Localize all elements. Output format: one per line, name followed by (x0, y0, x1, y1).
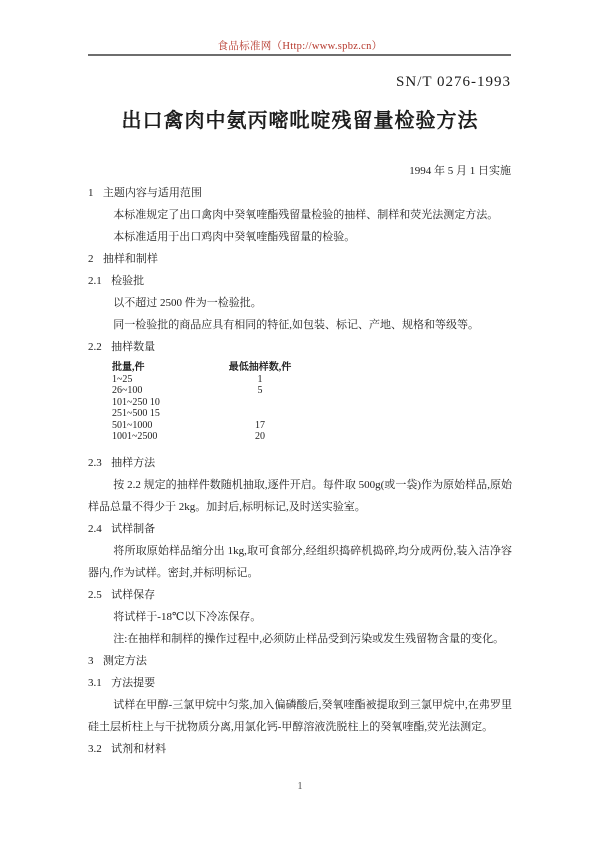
cell-sample-count: 1 (257, 373, 263, 385)
paragraph-scope-2: 本标准适用于出口鸡肉中癸氧喹酯残留量的检验。 (113, 231, 356, 243)
section-title: 抽样数量 (111, 341, 156, 353)
table-row (112, 374, 512, 386)
paragraph-sample-preparation: 将所取原始样品缩分出 1kg,取可食部分,经组织捣碎机捣碎,均分成两份,装入洁净容器内,作为试样。密封,并标明标记。 (88, 544, 512, 579)
paragraph-sampling-method: 按 2.2 规定的抽样件数随机抽取,逐件开启。每件取 500g(或一袋)作为原始样品,原始样品总量不得少于 2kg。加封后,标明标记,及时送实验室。 (88, 478, 512, 513)
cell-sample-count (228, 397, 292, 409)
page-header (0, 36, 600, 54)
standard-number: SN/T 0276-1993 (396, 74, 511, 90)
section-title: 抽样和制样 (102, 253, 158, 265)
section-number: 2.4 (88, 522, 102, 535)
watermark-link[interactable]: 食品标准网（Http://www.spbz.cn） (217, 41, 383, 52)
column-header-batch-size: 批量,件 (112, 362, 145, 373)
page-number: 1 (297, 781, 303, 792)
cell-batch-range: 101~250 10 (112, 396, 160, 408)
section-heading-2-2 (88, 336, 512, 358)
cell-batch-range: 1001~2500 (112, 431, 158, 442)
table-row (112, 385, 512, 397)
section-number: 3.1 (88, 676, 102, 689)
cell-sample-count: 20 (255, 431, 265, 442)
paragraph-storage-note: 注:在抽样和制样的操作过程中,必须防止样品受到污染或发生残留物含量的变化。 (113, 632, 505, 645)
sampling-quantity-table (112, 362, 512, 443)
section-title: 方法提要 (111, 676, 156, 689)
paragraph-sample-storage: 将试样于-18℃以下冷冻保存。 (113, 610, 262, 623)
section-number: 2.2 (88, 341, 102, 353)
section-heading-2-4 (88, 518, 512, 540)
cell-sample-count: 5 (257, 385, 263, 396)
section-heading-2-3 (88, 452, 512, 474)
section-title: 抽样方法 (111, 456, 156, 469)
section-number: 1 (88, 187, 94, 199)
table-row (112, 420, 512, 432)
section-title: 检验批 (111, 275, 145, 287)
table-row (112, 431, 512, 443)
section-number: 2 (88, 253, 94, 265)
section-heading-3-1 (88, 672, 512, 694)
section-number: 3 (88, 654, 94, 667)
section-heading-2-5 (88, 584, 512, 606)
table-row (112, 408, 512, 420)
section-title: 试样制备 (111, 522, 156, 535)
section-heading-1 (88, 182, 512, 204)
section-heading-2 (88, 248, 512, 270)
paragraph-scope-1: 本标准规定了出口禽肉中癸氧喹酯残留量检验的抽样、制样和荧光法测定方法。 (113, 209, 499, 221)
table-row (112, 397, 512, 409)
cell-batch-range: 251~500 15 (112, 408, 160, 419)
header-divider (88, 54, 511, 56)
section-heading-2-1 (88, 270, 512, 292)
section-title: 试样保存 (111, 588, 156, 601)
cell-batch-range: 1~25 (112, 373, 133, 385)
section-heading-3 (88, 650, 512, 672)
paragraph-batch-1: 以不超过 2500 件为一检验批。 (113, 297, 262, 309)
cell-sample-count (228, 408, 292, 420)
section-title: 测定方法 (102, 654, 147, 667)
table-header-row (112, 362, 512, 374)
column-header-min-samples: 最低抽样数,件 (228, 362, 292, 373)
section-heading-3-2 (88, 738, 512, 760)
effective-date: 1994 年 5 月 1 日实施 (409, 165, 511, 177)
section-number: 2.1 (88, 275, 102, 287)
cell-sample-count: 17 (255, 419, 265, 431)
document-title: 出口禽肉中氨丙嘧吡啶残留量检验方法 (121, 110, 479, 132)
paragraph-method-summary: 试样在甲醇-三氯甲烷中匀浆,加入偏磷酸后,癸氧喹酯被提取到三氯甲烷中,在弗罗里硅土层析柱上与干扰物质分离,用氯化钙-甲醇溶液洗脱柱上的癸氧喹酯,荧光法测定。 (88, 698, 512, 733)
section-title: 试剂和材料 (111, 742, 167, 755)
document-body (88, 182, 512, 760)
cell-batch-range: 26~100 (112, 385, 143, 396)
section-title: 主题内容与适用范围 (102, 187, 202, 199)
paragraph-batch-2: 同一检验批的商品应具有相同的特征,如包装、标记、产地、规格和等级等。 (113, 319, 480, 331)
cell-batch-range: 501~1000 (112, 419, 153, 431)
section-number: 2.5 (88, 588, 102, 601)
section-number: 3.2 (88, 742, 102, 755)
section-number: 2.3 (88, 456, 102, 469)
